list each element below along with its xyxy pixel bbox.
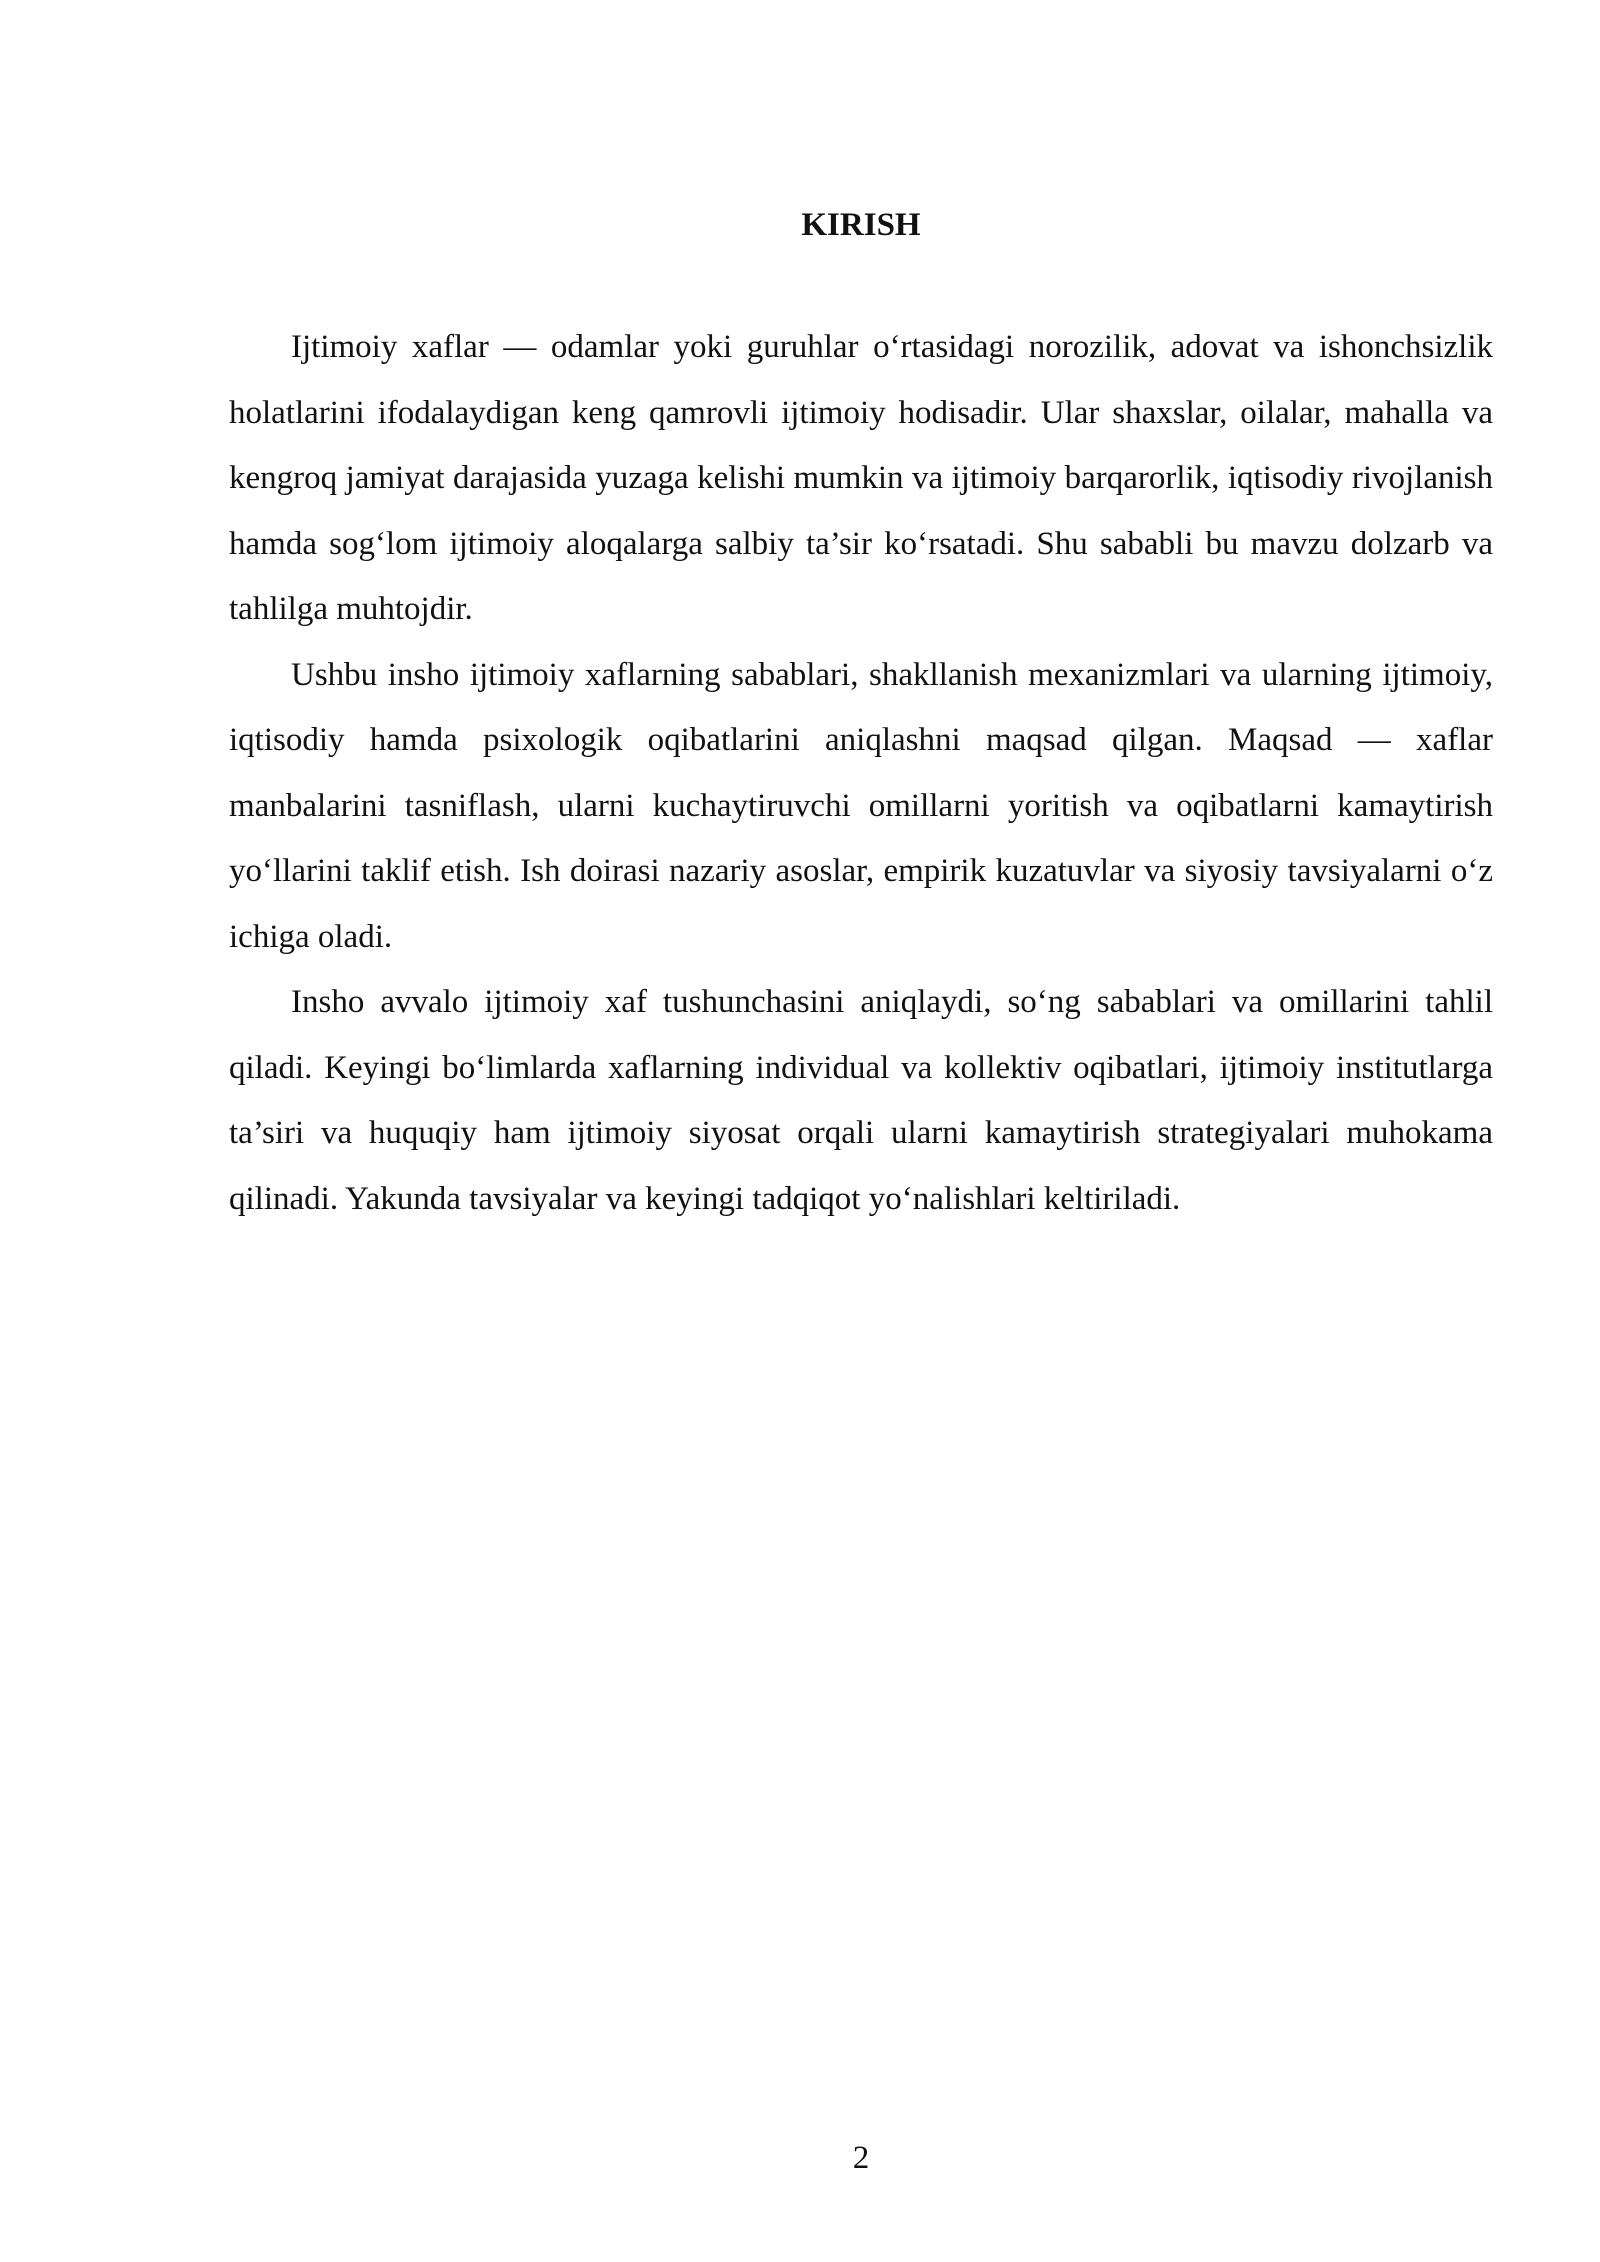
paragraph-intro: Ijtimoiy xaflar — odamlar yoki guruhlar o‘rtasidagi norozilik, adovat va ishonchsizlik holatlarini ifodalaydigan keng qamrovli ijtimoiy hodisadir. Ular shaxslar, oilalar, mahalla va kengroq jamiyat darajasida yuzaga kelishi mumkin va ijtimoiy barqarorlik, iqtisodiy rivojlanish hamda sog‘lom ijtimoiy aloqalarga salbiy ta’sir ko‘rsatadi. Shu sababli bu mavzu dolzarb va tahlilga muhtojdir. [229,329,1493,627]
body-text [229,315,1493,1232]
paragraph-purpose: Ushbu insho ijtimoiy xaflarning sabablari, shakllanish mexanizmlari va ularning ijtimoiy, iqtisodiy hamda psixologik oqibatlarini aniqlashni maqsad qilgan. Maqsad — xaflar manbalarini tasniflash, ularni kuchaytiruvchi omillarni yoritish va oqibatlarni kamaytirish yo‘llarini taklif etish. Ish doirasi nazariy asoslar, empirik kuzatuvlar va siyosiy tavsiyalarni o‘z ichiga oladi. [229,656,1493,955]
page-number: 2 [852,2140,870,2176]
paragraph-structure: Insho avvalo ijtimoiy xaf tushunchasini aniqlaydi, so‘ng sabablari va omillarini tahlil qiladi. Keyingi bo‘limlarda xaflarning individual va kollektiv oqibatlari, ijtimoiy institutlarga ta’siri va huquqiy ham ijtimoiy siyosat orqali ularni kamaytirish strategiyalari muhokama qilinadi. Yakunda tavsiyalar va keyingi tadqiqot yo‘nalishlari keltiriladi. [229,984,1493,1217]
section-heading: KIRISH [801,207,921,243]
